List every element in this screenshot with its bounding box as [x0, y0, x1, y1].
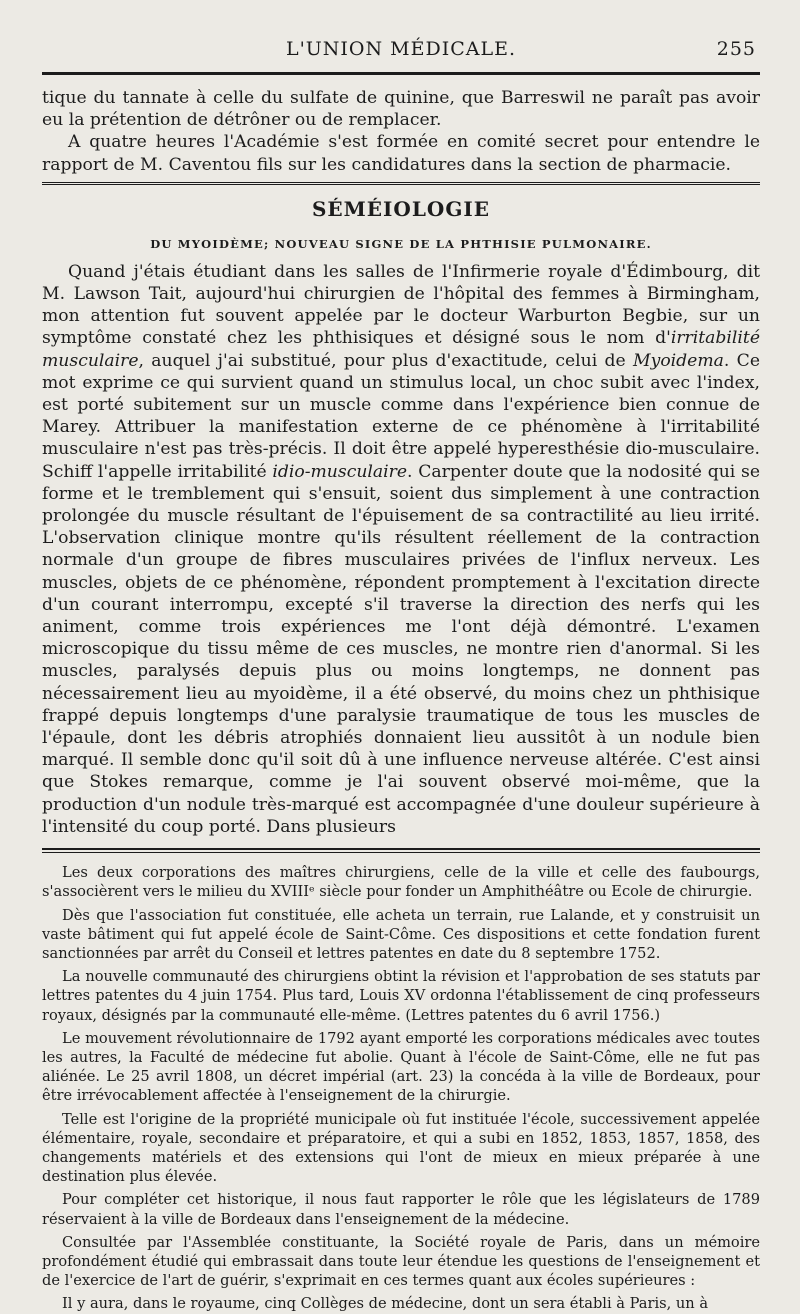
- intro-paragraph-2: A quatre heures l'Académie s'est formée en comité secret pour entendre le rapport de M. Caventou fils sur les candidatures dans la section de pharmacie.: [42, 132, 760, 175]
- footnote-paragraph: Les deux corporations des maîtres chirurgiens, celle de la ville et celle des faubourgs, s'associèrent vers le milieu du XVIIIᵉ siècle pour fonder un Amphithéâtre ou Ecole de chirurgie.: [42, 864, 760, 901]
- header-rule: [42, 72, 760, 75]
- article-text-2: , auquel j'ai substitué, pour plus d'exactitude, celui de: [138, 350, 634, 371]
- intro-text: [42, 87, 760, 176]
- section-divider: [42, 182, 760, 185]
- footnote-paragraph: Pour compléter cet historique, il nous faut rapporter le rôle que les législateurs de 1789 réservaient à la ville de Bordeaux dans l'enseignement de la médecine.: [42, 1191, 760, 1228]
- intro-paragraph-1: tique du tannate à celle du sulfate de quinine, que Barreswil ne paraît pas avoir eu la prétention de détrôner ou de remplacer.: [42, 88, 760, 131]
- article-paragraph: [42, 261, 760, 838]
- article-italic-3: idio-musculaire: [272, 461, 408, 482]
- footnote-divider: [42, 848, 760, 853]
- footnote-paragraph: Le mouvement révolutionnaire de 1792 ayant emporté les corporations médicales avec toutes les autres, la Faculté de médecine fut abolie. Quant à l'école de Saint-Côme, elle ne fut pas aliénée. Le 25 avril 1808, un décret impérial (art. 23) la concéda à la ville de Bordeaux, pour être irrévocablement affectée à l'enseignement de la chirurgie.: [42, 1029, 760, 1105]
- article-text-1: Quand j'étais étudiant dans les salles de l'Infirmerie royale d'Édimbourg, dit M. Lawson Tait, aujourd'hui chirurgien de l'hôpital des femmes à Birmingham, mon attention fut souvent appelée par le docteur Warburton Begbie, sur un symptôme constaté chez les phthisiques et désigné sous le nom d': [42, 261, 760, 349]
- article-text-3: . Ce mot exprime ce qui survient quand un stimulus local, un choc subit avec l'index, est porté subitement sur un muscle comme dans l'expérience bien connue de Marey. Attribuer la manifestation externe de ce phénomène à l'irritabilité musculaire n'est pas très-précis. Il doit être appelé hyperesthésie dio-musculaire. Schiff l'appelle irritabilité: [42, 350, 760, 482]
- footnotes: [42, 863, 760, 1313]
- page-number: 255: [716, 38, 756, 60]
- article-italic-1: irritabilité musculaire: [42, 328, 760, 371]
- section-title: SÉMÉIOLOGIE: [311, 196, 490, 221]
- footnote-paragraph: Il y aura, dans le royaume, cinq Collèges de médecine, dont un sera établi à Paris, un à: [62, 1295, 709, 1313]
- footnote-paragraph: La nouvelle communauté des chirurgiens obtint la révision et l'approbation de ses statuts par lettres patentes du 4 juin 1754. Plus tard, Louis XV ordonna l'établissement de cinq professeurs royaux, désignés par la communauté elle-même. (Lettres patentes du 6 avril 1756.): [42, 968, 760, 1024]
- article-text-4: . Carpenter doute que la nodosité qui se forme et le tremblement qui s'ensuit, soient dus simplement à une contraction prolongée du muscle résultant de l'épuisement de sa contractilité au lieu irrité. L'observation clinique montre qu'ils résultent réellement de la contraction normale d'un groupe de fibres musculaires privées de l'influx nerveux. Les muscles, objets de ce phénomène, répondent promptement à l'excitation directe d'un courant interrompu, excepté s'il traverse la direction des nerfs qui les animent, comme trois expériences me l'ont déjà démontré. L'examen microscopique du tissu même de ces muscles, ne montre rien d'anormal. Si les muscles, paralysés depuis plus ou moins longtemps, ne donnent pas nécessairement lieu au myoidème, il a été observé, du moins chez un phthisique frappé depuis longtemps d'une paralysie traumatique de tous les muscles de l'épaule, dont les débris atrophiés donnaient lieu aussitôt à un nodule bien marqué. Il semble donc qu'il soit dû à une influence nerveuse altérée. C'est ainsi que Stokes remarque, comme je l'ai souvent observé moi-même, que la production d'un nodule très-marqué est accompagnée d'une douleur supérieure à l'intensité du coup porté. Dans plusieurs: [42, 461, 761, 837]
- article-title: DU MYOIDÈME; NOUVEAU SIGNE DE LA PHTHISIE PULMONAIRE.: [150, 236, 652, 251]
- running-header: [42, 38, 760, 68]
- footnote-paragraph: Dès que l'association fut constituée, elle acheta un terrain, rue Lalande, et y construisit un vaste bâtiment qui fut appelé école de Saint-Côme. Ces dispositions et cette fondation furent sanctionnées par arrêt du Conseil et lettres patentes en date du 8 septembre 1752.: [42, 906, 760, 962]
- article-italic-2: Myoidema: [633, 350, 724, 371]
- journal-title: L'UNION MÉDICALE.: [285, 38, 517, 60]
- footnote-paragraph: Consultée par l'Assemblée constituante, la Société royale de Paris, dans un mémoire profondément étudié qui embrassait dans toute leur étendue les questions de l'enseignement et de l'exercice de l'art de guérir, s'exprimait en ces termes quant aux écoles supérieures :: [42, 1233, 760, 1290]
- footnote-paragraph: Telle est l'origine de la propriété municipale où fut instituée l'école, successivement appelée élémentaire, royale, secondaire et préparatoire, et qui a subi en 1852, 1853, 1857, 1858, des changements matériels et des extensions qui l'ont de mieux en mieux préparée à une destination plus élevée.: [42, 1110, 760, 1186]
